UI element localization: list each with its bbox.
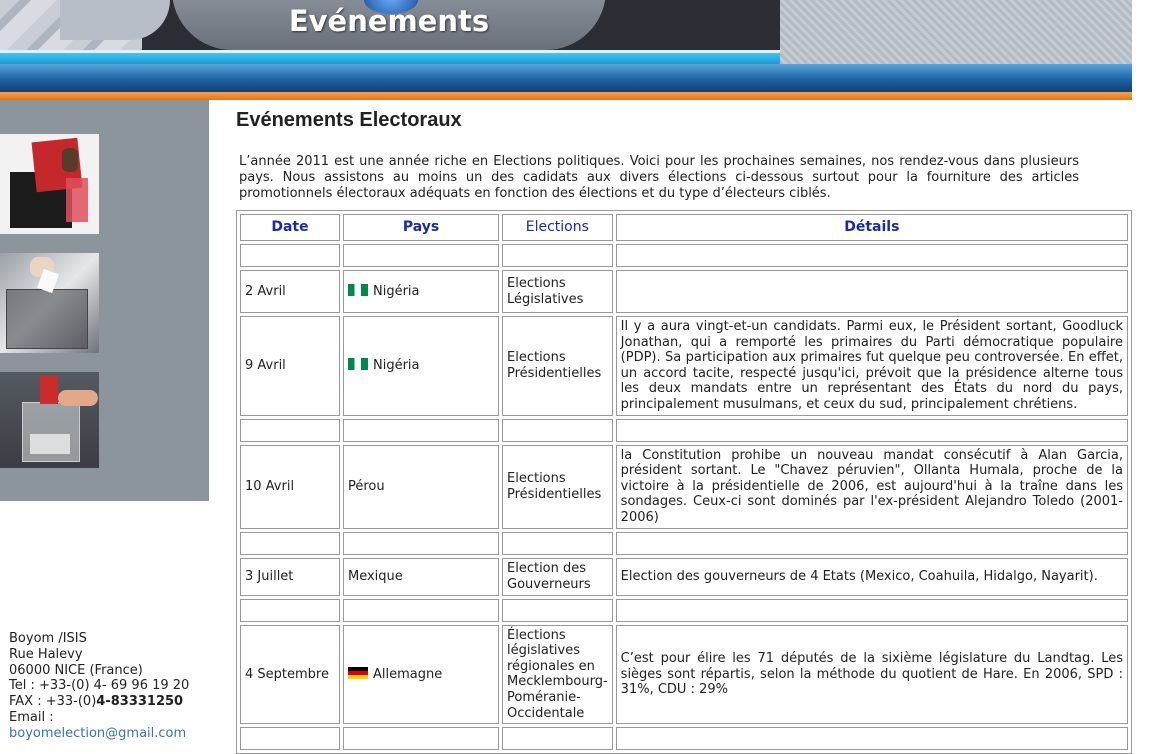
row-country — [343, 625, 499, 725]
table-row — [240, 445, 1128, 529]
events-table — [236, 210, 1132, 754]
contact-phone: Tel : +33-(0) 4- 69 96 19 20 — [9, 678, 190, 694]
row-election: Elections Présidentielles — [502, 445, 613, 529]
column-header-pays: Pays — [343, 214, 499, 241]
table-spacer-row — [240, 727, 1128, 750]
table-row — [240, 558, 1128, 596]
header-title: Evénements — [288, 4, 490, 38]
table-row — [240, 625, 1128, 725]
column-header-elections: Elections — [502, 214, 613, 241]
row-details: Il y a aura vingt-et-un candidats. Parmi eux, le Président sortant, Goodluck Jonathan, qui a remporté les primaires du Parti démocratique populaire (PDP). Sa participation aux primaires fut quelque peu controversée. En effet, un accord tacite, respecté jusqu'ici, prévoit que la présidence alterne tous les deux mandats entre un représentant des États du nord du pays, principalement musulmans, et ceux du sud, principalement chrétiens. — [616, 316, 1128, 416]
contact-street: Rue Halevy — [9, 646, 83, 662]
nigeria-flag-icon — [348, 358, 368, 370]
header-pattern-right — [780, 0, 1132, 64]
header-cyan-strip — [0, 53, 780, 64]
page-title: Evénements Electoraux — [236, 109, 462, 131]
ballot-box-photo — [0, 372, 99, 468]
row-election: Elections Présidentielles — [502, 316, 613, 416]
table-spacer-row — [240, 419, 1128, 442]
contact-company: Boyom /ISIS — [9, 631, 87, 646]
row-election: Élections législatives régionales en Mecklembourg-Poméranie-Occidentale — [502, 625, 613, 725]
row-date: 10 Avril — [240, 445, 340, 529]
header-orange-strip — [0, 92, 1132, 100]
row-country — [343, 270, 499, 313]
contact-email-link[interactable]: boyomelection@gmail.com — [9, 725, 187, 741]
sidebar — [0, 100, 209, 501]
row-date: 4 Septembre — [240, 625, 340, 725]
table-row — [240, 316, 1128, 416]
ballot-box-photo — [0, 253, 99, 353]
contact-city: 06000 NICE (France) — [9, 662, 143, 678]
contact-info — [9, 631, 189, 742]
row-date: 9 Avril — [240, 316, 340, 416]
table-spacer-row — [240, 532, 1128, 555]
row-details: C’est pour élire les 71 députés de la sixième législature du Landtag. Les sièges sont répartis, selon la méthode du quotient de Hare. En 2006, SPD : 31%, CDU : 29% — [616, 625, 1128, 725]
contact-fax-prefix: FAX : +33-(0) — [9, 694, 97, 710]
row-election: Election des Gouverneurs — [502, 558, 613, 596]
nigeria-flag-icon — [348, 284, 368, 296]
row-country-name: Nigéria — [373, 283, 420, 299]
table-header-row — [240, 214, 1128, 241]
row-date: 3 Juillet — [240, 558, 340, 596]
row-details — [616, 270, 1128, 313]
row-country-name: Nigéria — [373, 357, 420, 373]
column-header-details: Détails — [616, 214, 1128, 241]
germany-flag-icon — [348, 667, 368, 679]
table-spacer-row — [240, 599, 1128, 622]
column-header-date: Date — [240, 214, 340, 241]
row-election: Elections Législatives — [502, 270, 613, 313]
header-banner — [0, 0, 1132, 100]
row-country: Mexique — [343, 558, 499, 596]
header-blue-band — [0, 64, 1132, 92]
row-country: Pérou — [343, 445, 499, 529]
row-date: 2 Avril — [240, 270, 340, 313]
contact-email-label: Email : — [9, 709, 54, 725]
table-row — [240, 270, 1128, 313]
ballot-box-photo — [0, 134, 99, 234]
table-spacer-row — [240, 244, 1128, 267]
row-details: la Constitution prohibe un nouveau mandat consécutif à Alan Garcia, président sortant. Le "Chavez péruvien", Ollanta Humala, proche de la victoire à la présidentielle de 2006, est aujourd'hui à la traîne dans les sondages. Ceux-ci sont dominés par l'ex-président Alejandro Toledo (2001-2006) — [616, 445, 1128, 529]
row-details: Election des gouverneurs de 4 Etats (Mexico, Coahuila, Hidalgo, Nayarit). — [616, 558, 1128, 596]
row-country — [343, 316, 499, 416]
contact-fax — [9, 694, 189, 710]
row-country-name: Allemagne — [373, 666, 443, 682]
contact-fax-number: 4-83331250 — [96, 694, 184, 710]
intro-paragraph: L’année 2011 est une année riche en Elections politiques. Voici pour les prochaines semaines, nos rendez-vous dans plusieurs pays. Nous assistons au moins un des cadidats aux divers élections ci-dessous surtout pour la fourniture des articles promotionnels électoraux adéquats en fonction des élections et du type d’électeurs ciblés. — [239, 154, 1079, 201]
